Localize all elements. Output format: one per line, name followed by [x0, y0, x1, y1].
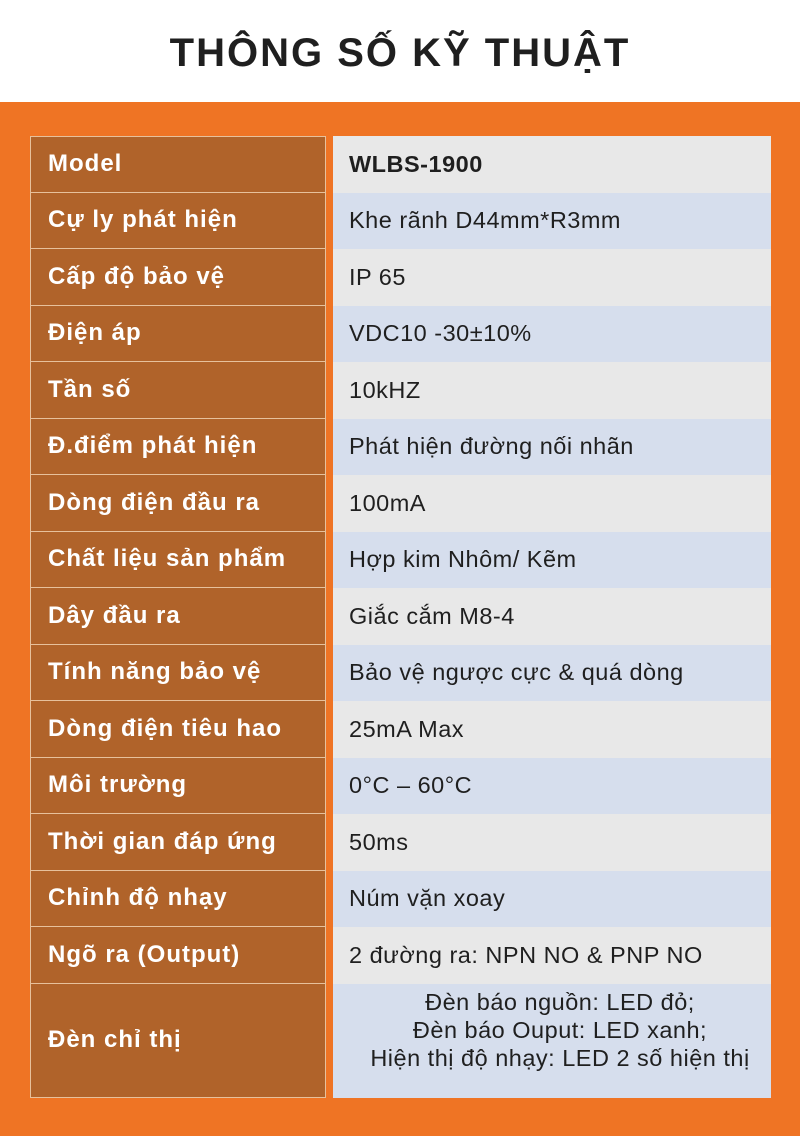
spec-label: Ngõ ra (Output)	[30, 927, 326, 984]
spec-row-voltage	[30, 306, 771, 363]
spec-label: Dòng điện tiêu hao	[30, 701, 326, 758]
spec-row-protection-level	[30, 249, 771, 306]
spec-row-response-time	[30, 814, 771, 871]
spec-value: 25mA Max	[333, 701, 771, 758]
spec-row-detection-feature	[30, 419, 771, 476]
spec-row-model	[30, 136, 771, 193]
spec-value: 2 đường ra: NPN NO & PNP NO	[333, 927, 771, 984]
spec-row-output	[30, 927, 771, 984]
spec-value-multiline	[333, 984, 771, 1099]
spec-value: WLBS-1900	[333, 136, 771, 193]
spec-table	[30, 136, 771, 1101]
spec-value: Bảo vệ ngược cực & quá dòng	[333, 645, 771, 702]
indicator-line-output: Đèn báo Ouput: LED xanh;	[412, 1016, 708, 1043]
indicator-line-sensitivity: Hiện thị độ nhạy: LED 2 số hiện thị	[370, 1044, 750, 1071]
spec-label: Đ.điểm phát hiện	[30, 419, 326, 476]
spec-row-output-wire	[30, 588, 771, 645]
indicator-line-power: Đèn báo nguồn: LED đỏ;	[425, 988, 695, 1015]
spec-value: Khe rãnh D44mm*R3mm	[333, 193, 771, 250]
spec-value: Giắc cắm M8-4	[333, 588, 771, 645]
spec-value: IP 65	[333, 249, 771, 306]
spec-label: Môi trường	[30, 758, 326, 815]
spec-value: 50ms	[333, 814, 771, 871]
spec-value: Núm vặn xoay	[333, 871, 771, 928]
spec-row-output-current	[30, 475, 771, 532]
spec-value: 100mA	[333, 475, 771, 532]
spec-label: Dây đầu ra	[30, 588, 326, 645]
spec-label: Dòng điện đầu ra	[30, 475, 326, 532]
spec-value: Hợp kim Nhôm/ Kẽm	[333, 532, 771, 589]
spec-label: Model	[30, 136, 326, 193]
spec-row-sensitivity	[30, 871, 771, 928]
spec-label: Điện áp	[30, 306, 326, 363]
spec-label: Tần số	[30, 362, 326, 419]
spec-row-material	[30, 532, 771, 589]
spec-value: Phát hiện đường nối nhãn	[333, 419, 771, 476]
page-title: THÔNG SỐ KỸ THUẬT	[169, 30, 631, 75]
spec-label: Thời gian đáp ứng	[30, 814, 326, 871]
spec-label: Cự ly phát hiện	[30, 193, 326, 250]
spec-value: 0°C – 60°C	[333, 758, 771, 815]
spec-row-frequency	[30, 362, 771, 419]
spec-row-environment	[30, 758, 771, 815]
spec-row-consumption	[30, 701, 771, 758]
spec-label: Cấp độ bảo vệ	[30, 249, 326, 306]
spec-label: Chỉnh độ nhạy	[30, 871, 326, 928]
spec-label: Đèn chỉ thị	[30, 984, 326, 1099]
spec-value: 10kHZ	[333, 362, 771, 419]
spec-row-range	[30, 193, 771, 250]
spec-row-indicator	[30, 984, 771, 1099]
spec-value: VDC10 -30±10%	[333, 306, 771, 363]
spec-label: Chất liệu sản phẩm	[30, 532, 326, 589]
spec-row-protection-feature	[30, 645, 771, 702]
spec-label: Tính năng bảo vệ	[30, 645, 326, 702]
